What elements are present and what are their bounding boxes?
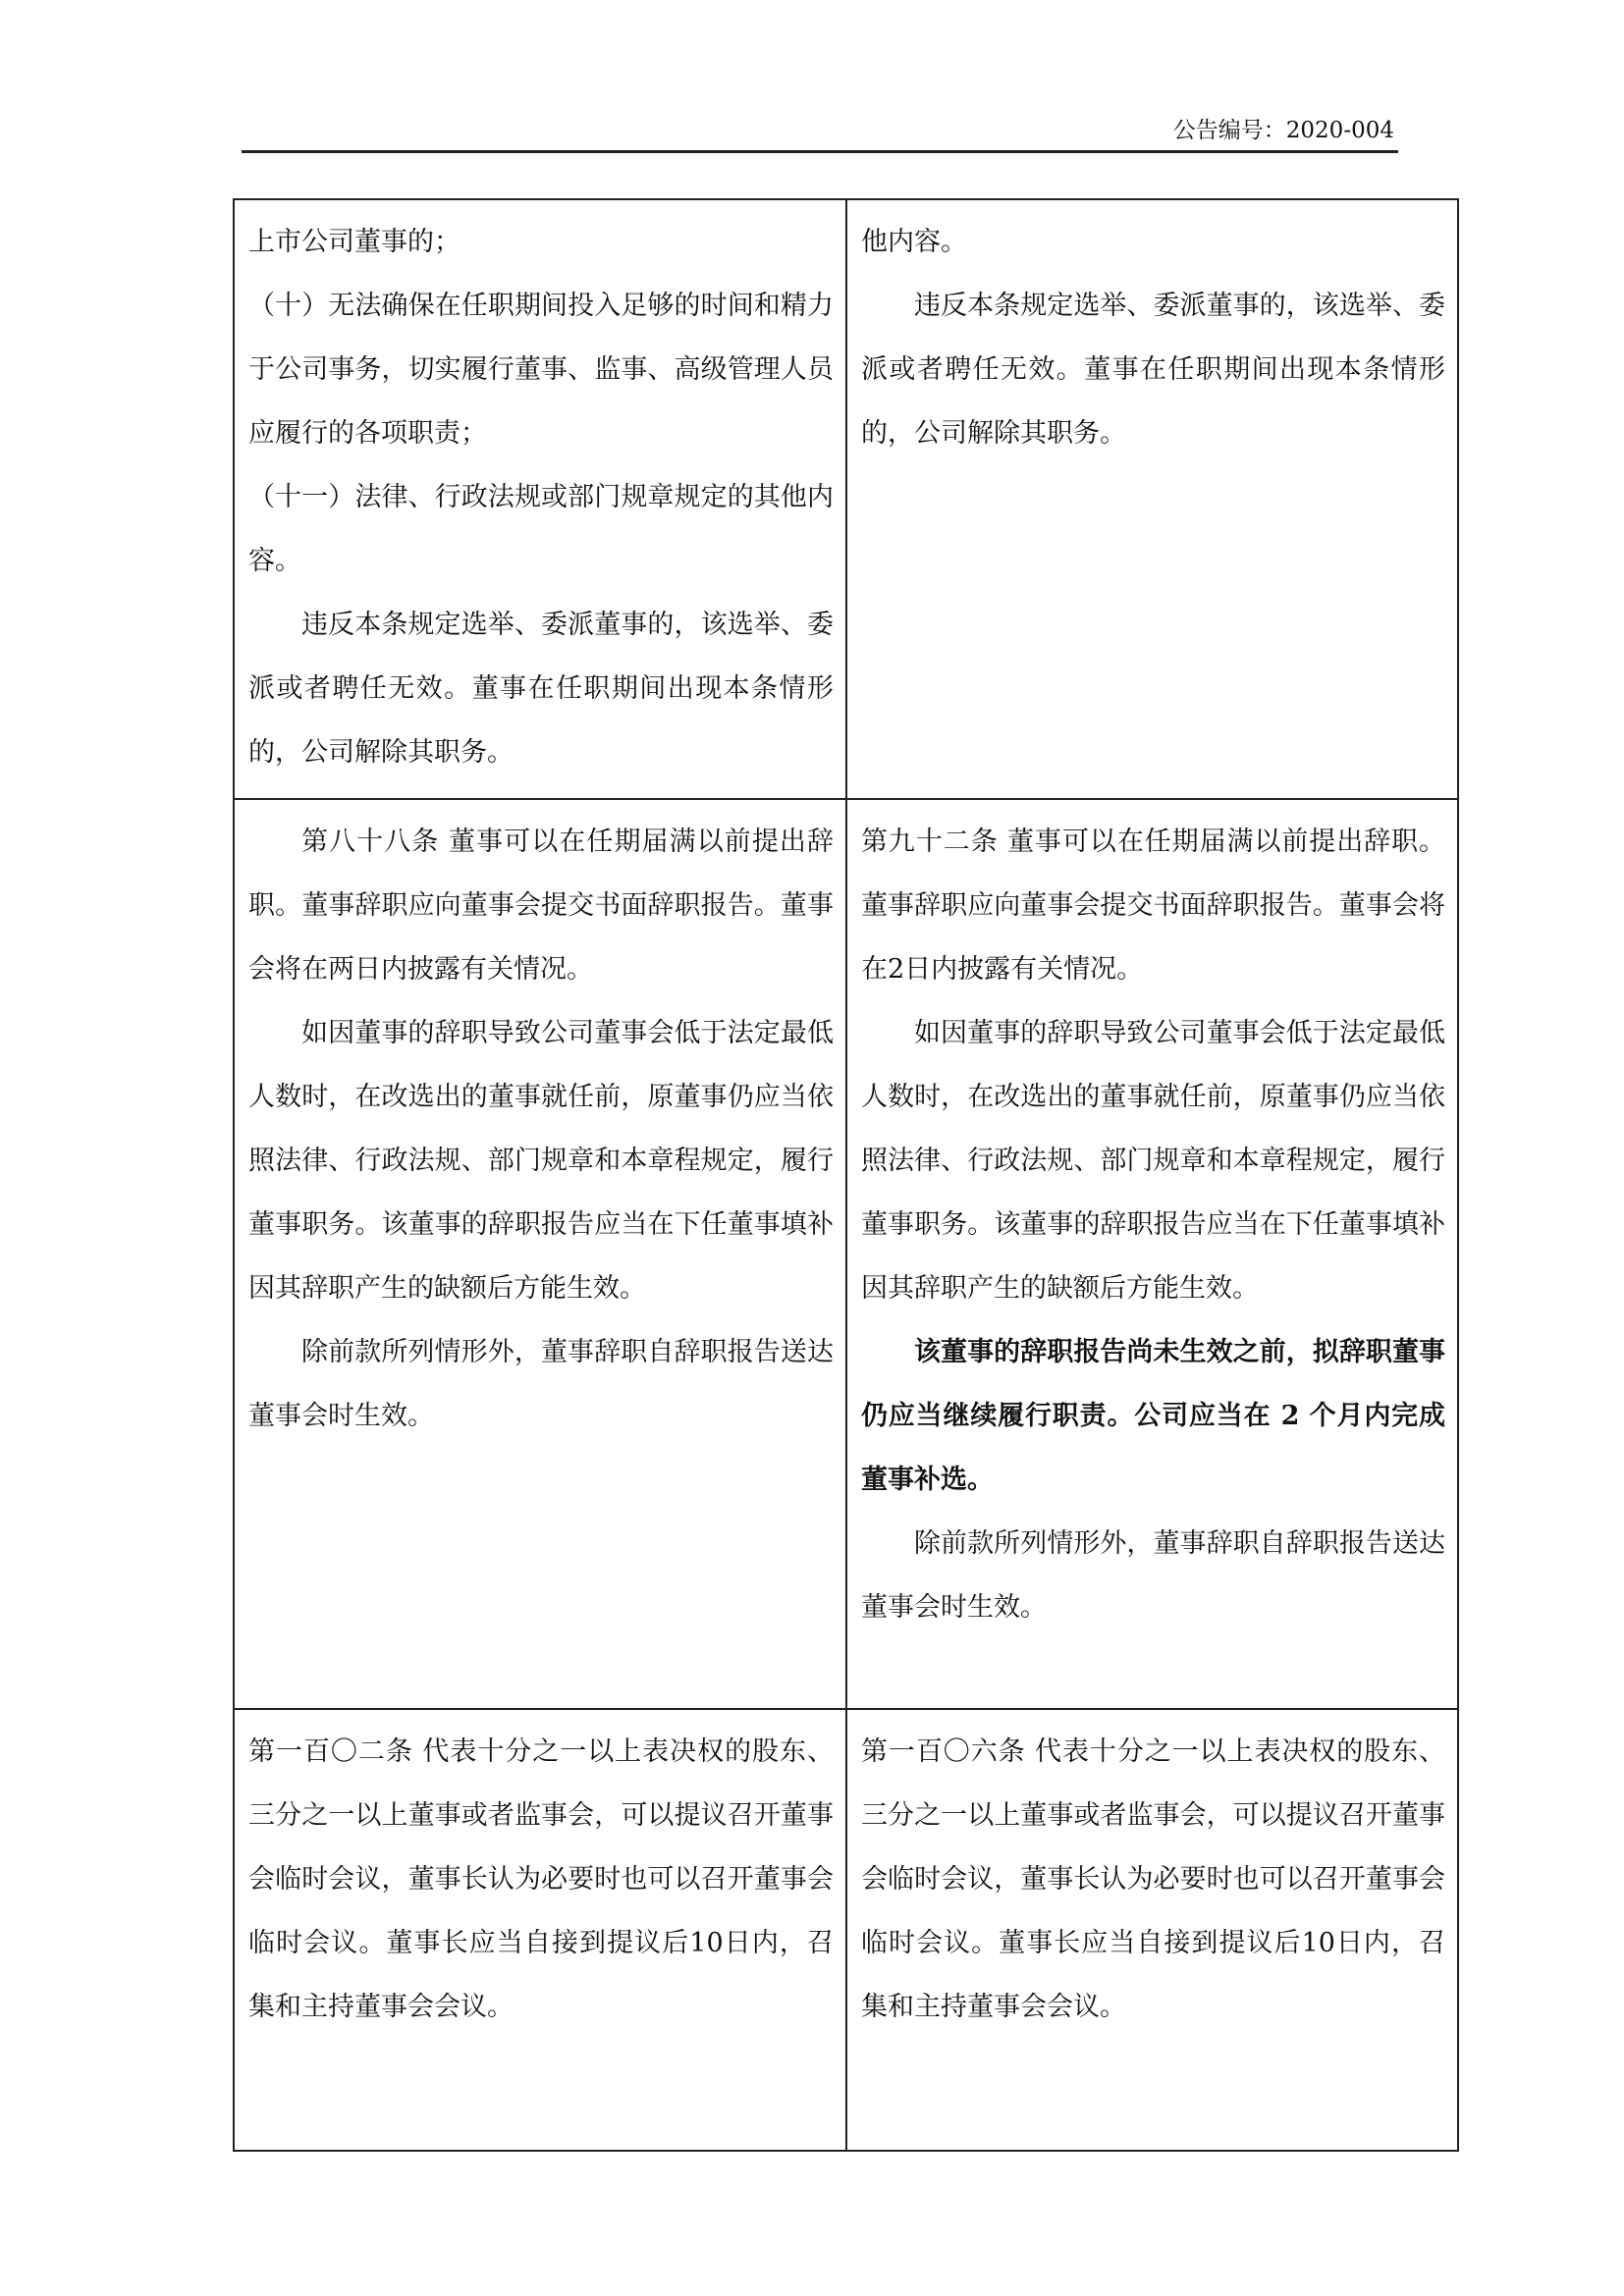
paragraph: 除前款所列情形外，董事辞职自辞职报告送达董事会时生效。	[861, 1528, 1445, 1623]
paragraph: 如因董事的辞职导致公司董事会低于法定最低人数时，在改选出的董事就任前，原董事仍应当依照法律、行政法规、部门规章和本章程规定，履行董事职务。该董事的辞职报告应当在下任董事填补因其辞职产生的缺额后方能生效。	[248, 1018, 834, 1304]
paragraph: 违反本条规定选举、委派董事的，该选举、委派或者聘任无效。董事在任职期间出现本条情形的，公司解除其职务。	[861, 291, 1445, 449]
original-text-cell	[234, 199, 846, 799]
revised-text-cell	[846, 799, 1458, 1709]
article-92-paragraph: 第九十二条 董事可以在任期届满以前提出辞职。董事辞职应向董事会提交书面辞职报告。董事会将在2日内披露有关情况。	[861, 827, 1445, 985]
announcement-number: 公告编号：2020-004	[1172, 118, 1394, 143]
added-text-paragraph: 该董事的辞职报告尚未生效之前，拟辞职董事仍应当继续履行职责。公司应当在 2 个月内完成董事补选。	[861, 1337, 1445, 1495]
paragraph: 除前款所列情形外，董事辞职自辞职报告送达董事会时生效。	[248, 1337, 834, 1431]
paragraph: 如因董事的辞职导致公司董事会低于法定最低人数时，在改选出的董事就任前，原董事仍应当依照法律、行政法规、部门规章和本章程规定，履行董事职务。该董事的辞职报告应当在下任董事填补因其辞职产生的缺额后方能生效。	[861, 1018, 1445, 1304]
comparison-table	[233, 198, 1459, 2152]
article-106-paragraph: 第一百〇六条 代表十分之一以上表决权的股东、三分之一以上董事或者监事会，可以提议召开董事会临时会议，董事长认为必要时也可以召开董事会临时会议。董事长应当自接到提议后10日内，召集和主持董事会会议。	[861, 1736, 1445, 2022]
paragraph: （十一）法律、行政法规或部门规章规定的其他内容。	[248, 482, 834, 576]
paragraph: 他内容。	[861, 227, 967, 257]
original-text-cell	[234, 1709, 846, 2151]
original-text-cell	[234, 799, 846, 1709]
paragraph: 违反本条规定选举、委派董事的，该选举、委派或者聘任无效。董事在任职期间出现本条情形的，公司解除其职务。	[248, 610, 834, 768]
table-row	[234, 1709, 1458, 2151]
revised-text-cell	[846, 199, 1458, 799]
revised-text-cell	[846, 1709, 1458, 2151]
page-header	[242, 116, 1398, 153]
table-row	[234, 799, 1458, 1709]
paragraph: 上市公司董事的；	[248, 227, 460, 257]
table-row	[234, 199, 1458, 799]
article-102-paragraph: 第一百〇二条 代表十分之一以上表决权的股东、三分之一以上董事或者监事会，可以提议召开董事会临时会议，董事长认为必要时也可以召开董事会临时会议。董事长应当自接到提议后10日内，召集和主持董事会会议。	[248, 1736, 834, 2022]
article-88-paragraph: 第八十八条 董事可以在任期届满以前提出辞职。董事辞职应向董事会提交书面辞职报告。董事会将在两日内披露有关情况。	[248, 827, 834, 985]
paragraph: （十）无法确保在任职期间投入足够的时间和精力于公司事务，切实履行董事、监事、高级管理人员应履行的各项职责；	[248, 291, 834, 449]
